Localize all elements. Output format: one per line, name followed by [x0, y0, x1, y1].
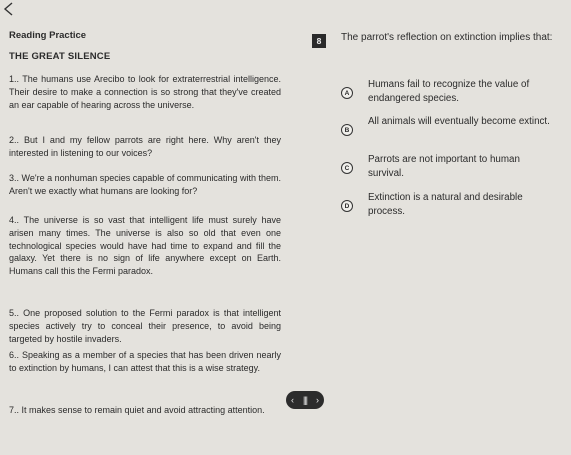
chevron-left-icon[interactable] — [2, 2, 16, 16]
passage-paragraph-2: 2.. But I and my fellow parrots are right here. Why aren't they interested in listening to our voices? — [9, 135, 281, 158]
passage-paragraph-7: 7.. It makes sense to remain quiet and avoid attracting attention. — [9, 405, 265, 415]
option-letter: D — [341, 200, 353, 212]
bars-icon[interactable]: ||| — [302, 395, 307, 405]
option-text: Parrots are not important to human survival. — [368, 154, 520, 179]
passage-paragraph-1: 1.. The humans use Arecibo to look for extraterrestrial intelligence. Their desire to make a connection is so strong that they've created an ear capable of hearing across the universe. — [9, 74, 281, 110]
chevron-right-icon[interactable]: › — [315, 395, 319, 405]
option-text: Extinction is a natural and desirable process. — [368, 192, 523, 217]
option-letter: B — [341, 124, 353, 136]
option-text: All animals will eventually become extinct. — [368, 116, 550, 127]
option-letter: C — [341, 162, 353, 174]
passage-title: THE GREAT SILENCE — [9, 51, 111, 62]
pager-control[interactable] — [286, 391, 324, 409]
option-letter: A — [341, 87, 353, 99]
passage-paragraph-6: 6.. Speaking as a member of a species that has been driven nearly to extinction by humans, I can attest that this is a wise strategy. — [9, 350, 281, 373]
passage-paragraph-4: 4.. The universe is so vast that intelligent life must surely have arisen many times. The universe is also so old that even one technological species would have had time to expand and fill the galaxy. Yet there is no sign of life anywhere except on Earth. Humans call this the Fermi paradox. — [9, 215, 281, 277]
reading-title: Reading Practice — [9, 30, 87, 41]
chevron-left-icon[interactable]: ‹ — [291, 395, 294, 405]
question-text: The parrot's reflection on extinction implies that: — [341, 32, 553, 43]
passage-paragraph-5: 5.. One proposed solution to the Fermi paradox is that intelligent species actively try to conceal their presence, to avoid being targeted by hostile invaders. — [9, 308, 281, 344]
question-number: 8 — [312, 34, 326, 48]
option-text: Humans fail to recognize the value of endangered species. — [368, 79, 530, 104]
passage-paragraph-3: 3.. We're a nonhuman species capable of communicating with them. Aren't we exactly what humans are looking for? — [9, 173, 281, 196]
